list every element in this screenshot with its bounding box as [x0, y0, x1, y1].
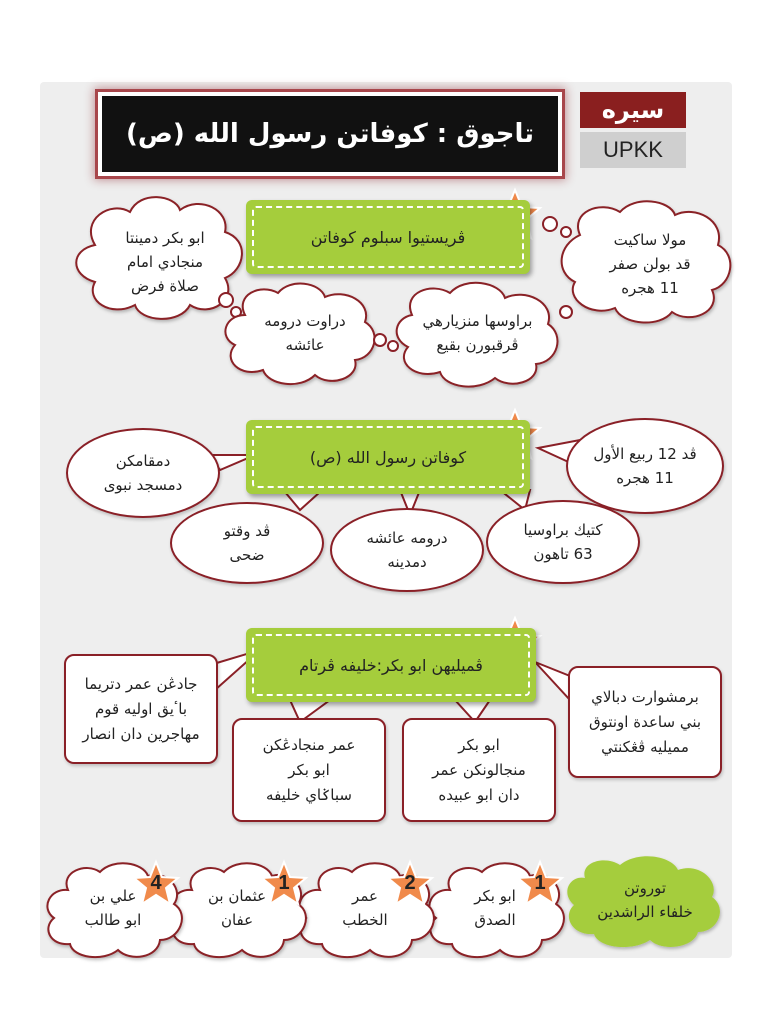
section3-left-callout — [64, 654, 218, 764]
caliph-line: ابو بكر — [474, 887, 516, 905]
callout-line: منجالونكن عمر — [432, 760, 526, 779]
cloud-line: منجادي امام — [126, 253, 204, 271]
callout-line: باٴيق اوليه قوم — [94, 699, 188, 718]
caliph-line: عفان — [220, 911, 254, 929]
section1-center-box — [246, 200, 530, 274]
caliph-line: ابو طالب — [84, 911, 142, 929]
page-title-text: تاجوق : كوفاتن رسول الله (ص) — [125, 119, 535, 149]
caliph-number: 4 — [150, 872, 162, 894]
section1-mid-left-cloud-text — [240, 305, 370, 361]
section2-center-box — [246, 420, 530, 494]
callout-line: ابو بكر — [288, 760, 330, 779]
callout-line: مهاجرين دان انصار — [82, 724, 200, 743]
caliph-number: 1 — [534, 872, 546, 894]
caliph-line: عمر — [352, 887, 378, 905]
callout-line: 11 هجره — [616, 469, 674, 487]
callout-line: مميليه ڤڠكنتي — [601, 737, 689, 756]
callout-line: 63 تاهون — [533, 545, 593, 563]
callout-line: دمسجد نبوى — [103, 476, 183, 494]
subject-tag-text: سيره — [601, 96, 665, 124]
section2-center-text: كوفاتن رسول الله (ص) — [252, 426, 524, 488]
cloud-line: صلاة فرض — [131, 277, 199, 295]
cloud-line: ڤرقبورن بقيع — [436, 336, 519, 354]
cloud-line: دراوت درومه — [264, 312, 346, 330]
callout-line: دمدينه — [387, 553, 427, 571]
caliph-line: عثمان بن — [207, 887, 267, 905]
section3-center-box — [246, 628, 536, 702]
cloud-line: 11 هجره — [621, 279, 679, 297]
cloud-line: عائشه — [285, 336, 325, 354]
callout-line: بني ساعدة اونتوق — [588, 712, 702, 731]
section1-mid-right-cloud-text — [405, 305, 550, 361]
section2-bottom-right-callout — [486, 500, 640, 584]
section1-right-cloud-text — [580, 222, 720, 306]
section3-bottom-right-callout — [402, 718, 556, 822]
exam-tag-text: UPKK — [603, 137, 663, 162]
caliph-number: 2 — [404, 872, 416, 894]
caliph-line: الخطب — [342, 911, 388, 929]
callout-line: ڤد وقتو — [223, 522, 271, 540]
callout-line: ضحى — [229, 546, 265, 564]
cloud-line: قد بولن صفر — [609, 255, 691, 273]
callout-line: ڤد 12 ربيع الأول — [593, 445, 697, 463]
section3-bottom-left-callout — [232, 718, 386, 822]
callout-line: درومه عائشه — [366, 529, 448, 547]
section2-left-callout — [66, 428, 220, 518]
footer-title-line: خلفاء الراشدين — [597, 903, 693, 921]
section3-center-text: ڤميليهن ابو بكر:خليفه ڤرتام — [252, 634, 530, 696]
cloud-line: ابو بكر دمينتا — [125, 229, 205, 247]
callout-line: سباݢاي خليفه — [266, 785, 352, 804]
caliph-2-text — [310, 880, 420, 936]
callout-line: دمقامكن — [115, 452, 171, 470]
caliph-line: علي بن — [89, 887, 137, 905]
cloud-line: مولا ساكيت — [613, 231, 687, 249]
callout-line: جادڠن عمر دتريما — [84, 674, 198, 693]
callout-line: برمشوارت دبالاي — [591, 687, 699, 706]
caliph-4-text — [58, 880, 168, 936]
cloud-line: براوسها منزيارهي — [422, 312, 533, 330]
footer-title-line: توروتن — [623, 879, 666, 897]
caliph-3-text — [182, 880, 292, 936]
section1-center-text: ڤريستيوا سبلوم كوفاتن — [252, 206, 524, 268]
section2-bottom-left-callout — [170, 502, 324, 584]
section3-right-callout — [568, 666, 722, 778]
caliph-number: 1 — [278, 872, 290, 894]
callout-line: دان ابو عبيده — [438, 785, 520, 804]
section2-right-callout — [566, 418, 724, 514]
callout-line: ابو بكر — [458, 735, 500, 754]
section2-bottom-mid-callout — [330, 508, 484, 592]
section1-left-cloud-text — [95, 220, 235, 304]
caliph-line: الصدق — [474, 911, 516, 929]
callout-line: عمر منجادڠكن — [262, 735, 356, 754]
footer-title — [580, 870, 710, 930]
caliph-1-text — [440, 880, 550, 936]
callout-line: كتيك براوسيا — [523, 521, 603, 539]
